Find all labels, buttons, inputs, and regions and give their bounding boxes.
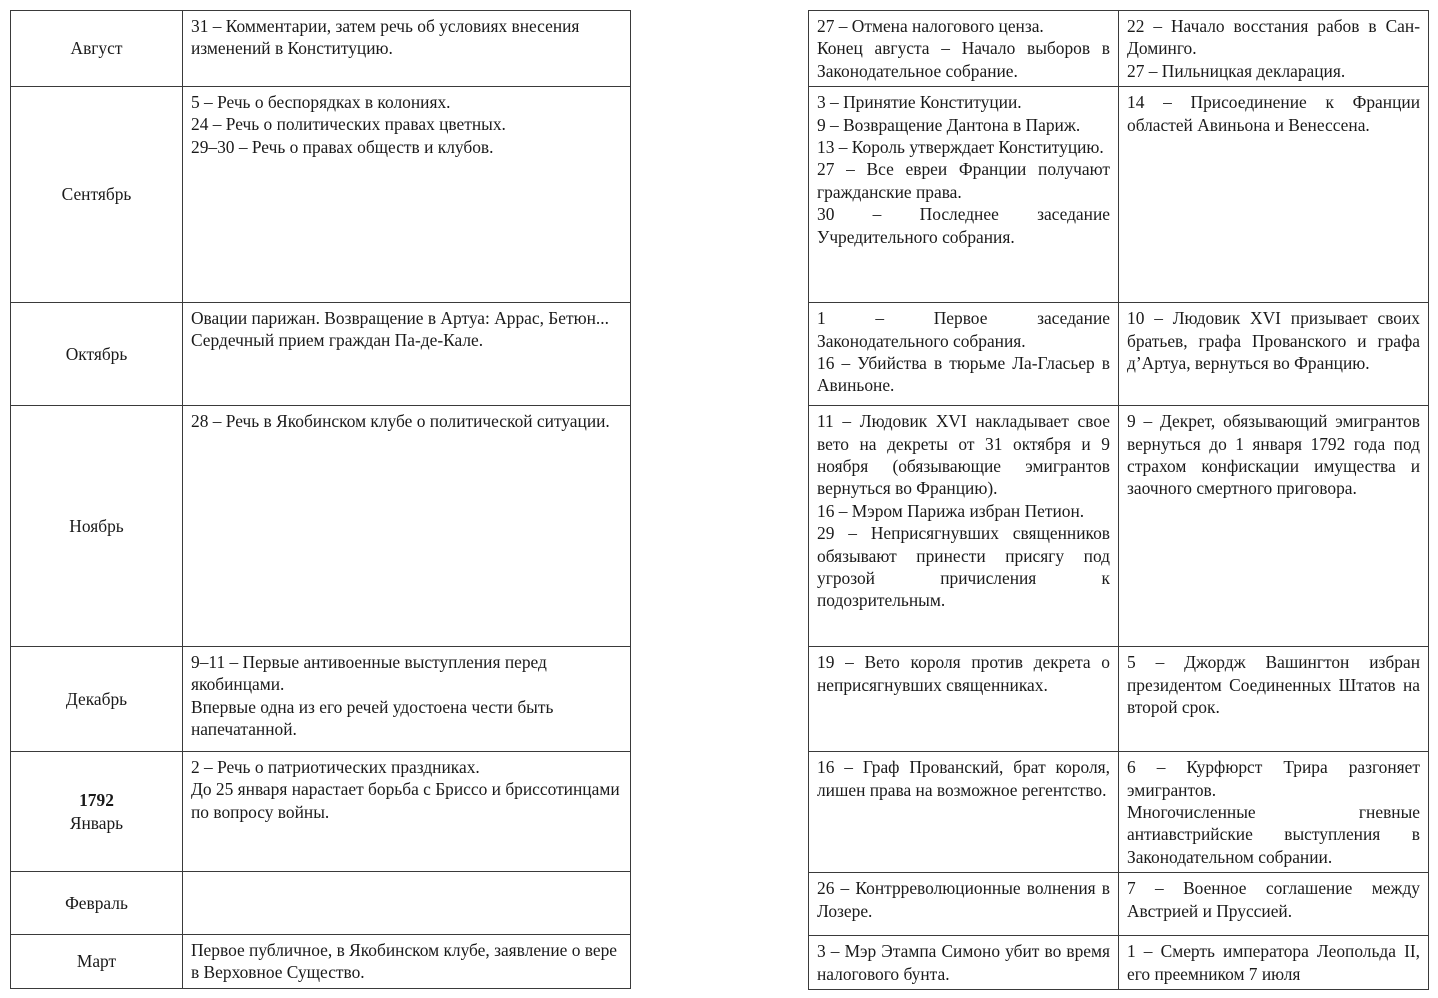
event-entry: 30 – Последнее заседание Учредительного собрания. [817, 204, 1110, 247]
month-cell [11, 935, 183, 989]
event-entry: 11 – Людовик XVI накладывает свое вето на декреты от 31 октября и 9 ноября (обязывающие эмигрантов вернуться во Францию). [817, 411, 1110, 499]
chronology-row [11, 303, 631, 406]
france-events-cell [809, 873, 1119, 936]
robespierre-events-cell [183, 11, 631, 87]
event-entry: 22 – Начало восстания рабов в Сан-Доминго. [1127, 16, 1420, 59]
event-entry: 27 – Все евреи Франции получают гражданские права. [817, 159, 1110, 202]
france-events-cell [809, 647, 1119, 752]
events-row [809, 936, 1429, 990]
events-row [809, 11, 1429, 87]
event-entry: Впервые одна из его речей удостоена чести быть напечатанной. [191, 696, 554, 740]
event-entry: 24 – Речь о политических правах цветных. [191, 114, 506, 135]
event-entry: 6 – Курфюрст Трира разгоняет эмигрантов. [1127, 757, 1420, 800]
event-entry: Овации парижан. Возвращение в Артуа: Аррас, Бетюн... Сердечный прием граждан Па-де-Кале. [191, 308, 609, 351]
event-entry: 3 – Мэр Этампа Симоно убит во время налогового бунта. [817, 941, 1110, 984]
event-entry: 29–30 – Речь о правах обществ и клубов. [191, 136, 494, 157]
month-label: Март [76, 951, 117, 972]
robespierre-events-cell [183, 647, 631, 752]
month-label: Ноябрь [69, 515, 124, 536]
event-entry: Первое публичное, в Якобинском клубе, заявление о вере в Верховное Существо. [191, 940, 618, 983]
event-entry: 1 – Смерть императора Леопольда II, его преемником 7 июля [1127, 941, 1420, 984]
event-entry: Многочисленные гневные антиавстрийские выступления в Законодательном собрании. [1127, 802, 1420, 867]
event-entry: 14 – Присоединение к Франции областей Авиньона и Венессена. [1127, 92, 1420, 135]
event-entry: 9–11 – Первые антивоенные выступления перед якобинцами. [191, 652, 547, 695]
robespierre-events-cell [183, 87, 631, 303]
world-events-cell [1119, 11, 1429, 87]
event-entry: 10 – Людовик XVI призывает своих братьев, графа Прованского и графа д’Артуа, вернуться во Францию. [1127, 308, 1420, 374]
event-entry: 16 – Убийства в тюрьме Ла-Гласьер в Авиньоне. [817, 353, 1110, 396]
event-entry: До 25 января нарастает борьба с Бриссо и бриссотинцами по вопросу войны. [191, 779, 620, 822]
month-label: Август [70, 38, 123, 59]
robespierre-events-cell [183, 872, 631, 935]
chronology-row [11, 11, 631, 87]
robespierre-events-cell [183, 303, 631, 406]
chronology-row [11, 406, 631, 647]
event-entry: 7 – Военное соглашение между Австрией и Пруссией. [1127, 878, 1420, 921]
robespierre-chronology-table [10, 10, 631, 989]
events-row [809, 647, 1429, 752]
event-entry: 16 – Мэром Парижа избран Петион. [817, 500, 1085, 521]
event-entry: 26 – Контрреволюционные волнения в Лозере. [817, 878, 1110, 921]
world-events-cell [1119, 873, 1429, 936]
month-cell [11, 647, 183, 752]
event-entry: 9 – Возвращение Дантона в Париж. [817, 114, 1081, 135]
robespierre-events-cell [183, 406, 631, 647]
world-events-cell [1119, 87, 1429, 303]
month-cell [11, 872, 183, 935]
event-entry: 3 – Принятие Конституции. [817, 92, 1022, 113]
right-page [808, 10, 1428, 990]
events-row [809, 873, 1429, 936]
month-label: Сентябрь [61, 184, 132, 205]
event-entry: 31 – Комментарии, затем речь об условиях внесения изменений в Конституцию. [191, 16, 580, 59]
event-entry: 13 – Король утверждает Конституцию. [817, 137, 1104, 158]
world-events-cell [1119, 647, 1429, 752]
events-row [809, 303, 1429, 406]
event-entry: 5 – Речь о беспорядках в колониях. [191, 92, 451, 112]
event-entry: 29 – Неприсягнувших священников обязывают принести присягу под угрозой причисления к подозрительным. [817, 523, 1110, 611]
month-label: Декабрь [65, 688, 128, 709]
chronology-row [11, 752, 631, 872]
world-events-cell [1119, 303, 1429, 406]
world-events-cell [1119, 752, 1429, 873]
events-row [809, 87, 1429, 303]
event-entry: 9 – Декрет, обязывающий эмигрантов вернуться до 1 января 1792 года под страхом конфискации имущества и заочного смертного приговора. [1127, 411, 1420, 499]
events-row [809, 752, 1429, 873]
month-cell [11, 87, 183, 303]
event-entry: 27 – Отмена налогового ценза. [817, 16, 1044, 36]
events-row [809, 406, 1429, 647]
event-entry: 5 – Джордж Вашингтон избран президентом Соединенных Штатов на второй срок. [1127, 652, 1420, 718]
france-events-cell [809, 87, 1119, 303]
world-events-cell [1119, 936, 1429, 990]
month-cell [11, 752, 183, 872]
robespierre-events-cell [183, 752, 631, 872]
chronology-row [11, 647, 631, 752]
month-cell [11, 11, 183, 87]
event-entry: 1 – Первое заседание Законодательного собрания. [817, 308, 1110, 351]
france-events-cell [809, 406, 1119, 647]
month-label: Февраль [65, 892, 128, 913]
year-label: 1792 [79, 790, 114, 811]
france-events-cell [809, 752, 1119, 873]
event-entry: 19 – Вето короля против декрета о неприсягнувших священниках. [817, 652, 1110, 695]
event-entry: 16 – Граф Прованский, брат короля, лишен права на возможное регентство. [817, 757, 1110, 800]
chronology-row [11, 935, 631, 989]
event-entry: 2 – Речь о патриотических праздниках. [191, 757, 480, 777]
month-label: Октябрь [65, 343, 128, 364]
world-events-cell [1119, 406, 1429, 647]
left-page [10, 10, 631, 989]
month-cell [11, 303, 183, 406]
event-entry: 28 – Речь в Якобинском клубе о политической ситуации. [191, 411, 610, 431]
france-events-cell [809, 936, 1119, 990]
month-label: Январь [69, 812, 124, 833]
month-cell [11, 406, 183, 647]
event-entry: 27 – Пильницкая декларация. [1127, 60, 1346, 81]
historical-events-table [808, 10, 1429, 990]
robespierre-events-cell [183, 935, 631, 989]
france-events-cell [809, 11, 1119, 87]
chronology-row [11, 872, 631, 935]
chronology-row [11, 87, 631, 303]
event-entry: Конец августа – Начало выборов в Законодательное собрание. [817, 38, 1110, 81]
france-events-cell [809, 303, 1119, 406]
